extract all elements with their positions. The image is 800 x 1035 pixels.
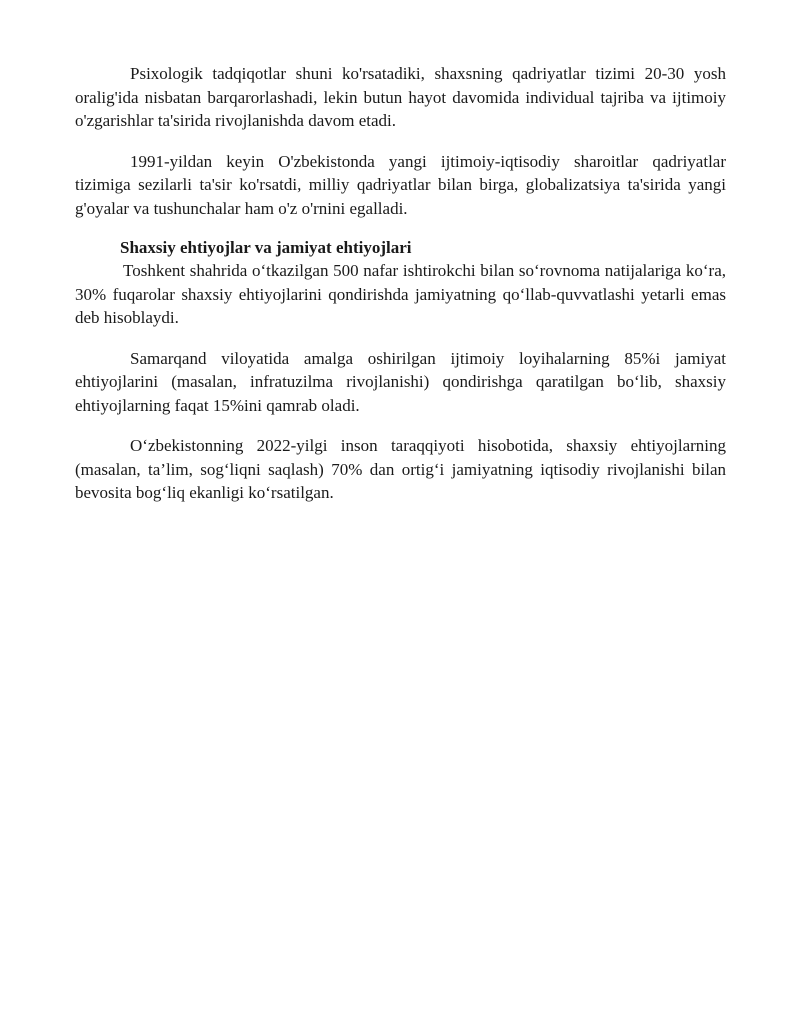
document-page [75,62,726,505]
paragraph-samarqand-loyihalar: Samarqand viloyatida amalga oshirilgan ijtimoiy loyihalarning 85%i jamiyat ehtiyojlarini (masalan, infratuzilma rivojlanishi) qondirishga qaratilgan bo‘lib, shaxsiy ehtiyojlarning faqat 15%ini qamrab oladi. [75,348,726,415]
paragraph-psixologik-tadqiqotlar: Psixologik tadqiqotlar shuni ko'rsatadiki, shaxsning qadriyatlar tizimi 20-30 yosh oralig'ida nisbatan barqarorlashadi, lekin butun hayot davomida individual tajriba va ijtimoiy o'zgarishlar ta'sirida rivojlanishda davom etadi. [75,64,726,130]
paragraph-inson-taraqqiyoti: O‘zbekistonning 2022-yilgi inson taraqqiyoti hisobotida, shaxsiy ehtiyojlarning (masalan, ta’lim, sog‘liqni saqlash) 70% dan ortig‘i jamiyatning iqtisodiy rivojlanishi bilan bevosita bog‘liq ekanligi ko‘rsatilgan. [75,436,726,502]
section-heading: Shaxsiy ehtiyojlar va jamiyat ehtiyojlari [120,238,412,257]
paragraph-toshkent-sorovnoma: Toshkent shahrida o‘tkazilgan 500 nafar ishtirokchi bilan so‘rovnoma natijalariga ko‘ra, 30% fuqarolar shaxsiy ehtiyojlarini qondirishda jamiyatning qo‘llab-quvvatlashi yetarli emas deb hisoblaydi. [75,261,726,327]
paragraph-1991-yildan: 1991-yildan keyin O'zbekistonda yangi ijtimoiy-iqtisodiy sharoitlar qadriyatlar tizimiga sezilarli ta'sir ko'rsatdi, milliy qadriyatlar bilan birga, globalizatsiya ta'sirida yangi g'oyalar va tushunchalar ham o'z o'rnini egalladi. [75,151,726,218]
